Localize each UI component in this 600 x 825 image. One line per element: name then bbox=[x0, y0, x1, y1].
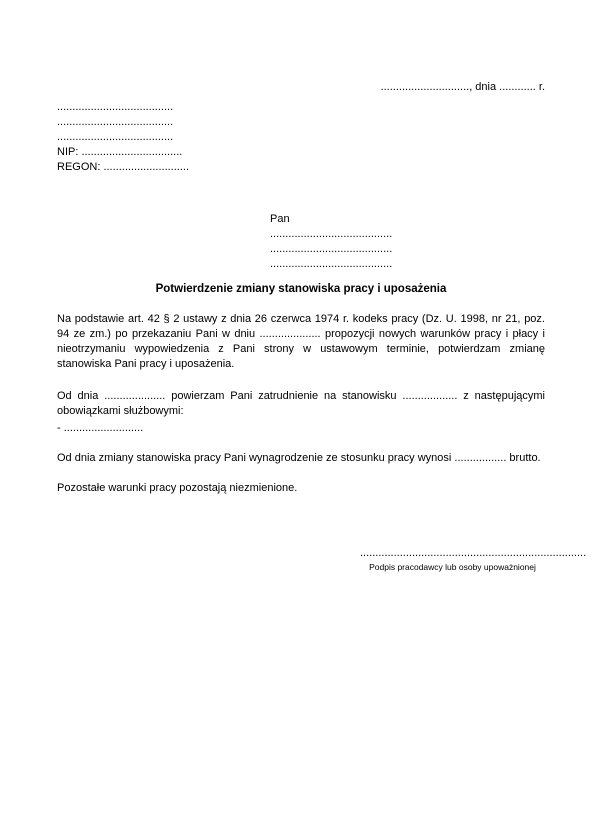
sender-address-line-3: ...................................... bbox=[57, 131, 174, 143]
signature-block bbox=[360, 546, 587, 573]
duty-item-line: - .......................... bbox=[57, 422, 144, 434]
sender-block bbox=[57, 100, 545, 175]
paragraph-salary: Od dnia zmiany stanowiska pracy Pani wynagrodzenie ze stosunku pracy wynosi ................. brutto. bbox=[57, 452, 541, 464]
date-line: ............................., dnia ............ r. bbox=[380, 81, 545, 93]
recipient-line-2: ........................................ bbox=[270, 243, 393, 255]
recipient-salutation: Pan bbox=[270, 213, 290, 225]
paragraph-assignment: Od dnia .................... powierzam Pani zatrudnienie na stanowisku .................. z następującymi obowiązkami służbowymi: bbox=[57, 390, 545, 417]
recipient-block bbox=[270, 212, 545, 272]
paragraph-legal-basis: Na podstawie art. 42 § 2 ustawy z dnia 26 czerwca 1974 r. kodeks pracy (Dz. U. 1998, nr 21, poz. 94 ze zm.) po przekazaniu Pani w dniu .................... propozycji nowych warunków pracy i płacy i nieotrzymaniu wypowiedzenia z Pani strony w ustawowym terminie, potwierdzam zmianę stanowiska Pani pracy i uposażenia. bbox=[57, 313, 545, 370]
recipient-line-1: ........................................ bbox=[270, 228, 393, 240]
sender-regon-line: REGON: ............................ bbox=[57, 161, 190, 173]
signature-caption: Podpis pracodawcy lub osoby upoważnionej bbox=[369, 562, 536, 572]
recipient-line-3: ........................................ bbox=[270, 258, 393, 270]
sender-address-line-2: ...................................... bbox=[57, 116, 174, 128]
sender-address-line-1: ...................................... bbox=[57, 101, 174, 113]
document-title: Potwierdzenie zmiany stanowiska pracy i uposażenia bbox=[155, 283, 447, 295]
paragraph-unchanged-conditions: Pozostałe warunki pracy pozostają niezmienione. bbox=[57, 482, 298, 494]
signature-line: .......................................................................... bbox=[360, 547, 587, 559]
sender-nip-line: NIP: ................................. bbox=[57, 146, 183, 158]
